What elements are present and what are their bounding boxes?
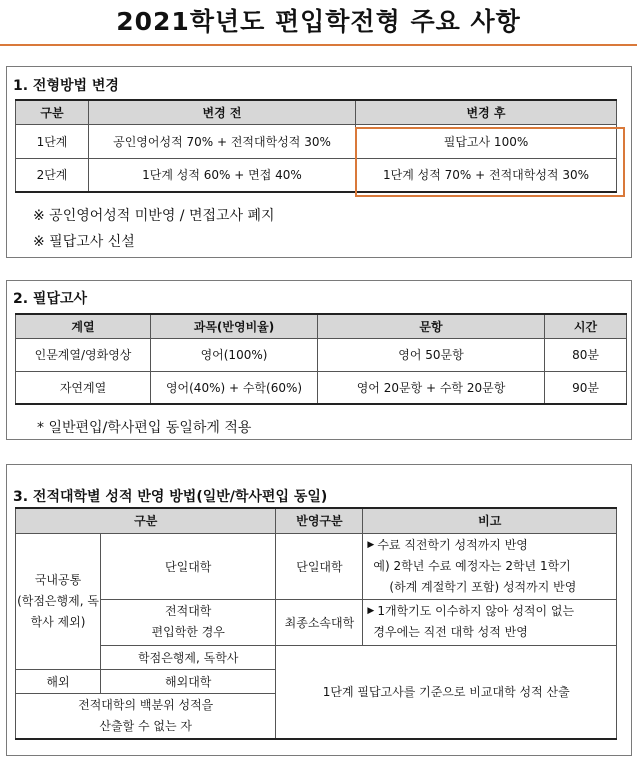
single-college-method: 단일대학 [276,533,363,599]
table-row [16,599,617,645]
transfer-type [101,599,276,645]
section-prior-college [6,464,632,756]
overseas-category: 해외 [16,669,101,693]
section-method-change [6,66,632,258]
table-row [16,645,617,669]
subject-cell: 영어(100%) [151,338,318,371]
table-row [16,533,617,599]
table-row [16,158,617,192]
section-written-exam [6,280,632,440]
note-applies-both: * 일반편입/학사편입 동일하게 적용 [37,420,252,436]
time-cell: 80분 [545,338,627,371]
single-college-remark [363,533,617,599]
after-cell: 1단계 성적 70% + 전적대학성적 30% [356,158,617,192]
table-row [16,124,617,158]
remark-line: 수료 직전학기 성적까지 반영 [377,537,528,552]
overseas-type: 해외대학 [101,669,276,693]
col-header-stage: 구분 [16,100,89,124]
col-header-category: 구분 [16,508,276,533]
triangle-bullet-icon: ▶ [367,539,375,550]
transfer-type-line: 전적대학 [165,604,212,618]
method-change-table [15,99,617,193]
col-header-before: 변경 전 [89,100,356,124]
section3-heading: 3. 전적대학별 성적 반영 방법(일반/학사편입 동일) [13,489,328,505]
track-cell: 인문계열/영화영상 [16,338,151,371]
col-header-time: 시간 [545,314,627,338]
items-cell: 영어 50문항 [318,338,545,371]
col-header-items: 문항 [318,314,545,338]
credit-bank-type: 학점은행제, 독학사 [101,645,276,669]
track-cell: 자연계열 [16,371,151,404]
single-college-type: 단일대학 [101,533,276,599]
remark-line: 1개학기도 이수하지 않아 성적이 없는 [377,604,575,618]
subject-cell: 영어(40%) + 수학(60%) [151,371,318,404]
col-header-subject: 과목(반영비율) [151,314,318,338]
section1-heading: 1. 전형방법 변경 [13,78,119,94]
domestic-sub-label: (학점은행제, 독학사 제외) [17,593,99,629]
note-written-exam: ※ 필답고사 신설 [33,234,135,250]
no-percentile-line: 전적대학의 백분위 성적을 [78,697,214,712]
before-cell: 공인영어성적 70% + 전적대학성적 30% [89,124,356,158]
page-title: 2021학년도 편입학전형 주요 사항 [0,0,637,46]
domestic-label: 국내공통 [34,572,82,587]
stage-cell: 2단계 [16,158,89,192]
transfer-method: 최종소속대학 [276,599,363,645]
remark-line: 예) 2학년 수료 예정자는 2학년 1학기 [373,558,571,573]
transfer-remark [363,599,617,645]
col-header-method: 반영구분 [276,508,363,533]
col-header-after: 변경 후 [356,100,617,124]
table-row [16,371,627,404]
written-exam-table [15,313,627,405]
col-header-track: 계열 [16,314,151,338]
table-row [16,338,627,371]
after-cell: 필답고사 100% [356,124,617,158]
before-cell: 1단계 성적 60% + 면접 40% [89,158,356,192]
remark-line: 경우에는 직전 대학 성적 반영 [373,625,528,639]
items-cell: 영어 20문항 + 수학 20문항 [318,371,545,404]
transfer-type-line: 편입학한 경우 [151,625,225,639]
prior-college-table [15,507,617,740]
no-percentile-cell [16,693,276,739]
merged-remark: 1단계 필답고사를 기준으로 비교대학 성적 산출 [276,645,617,739]
triangle-bullet-icon: ▶ [367,606,375,616]
remark-line: (하계 계절학기 포함) 성적까지 반영 [389,579,577,594]
no-percentile-line: 산출할 수 없는 자 [99,718,192,733]
col-header-remark: 비고 [363,508,617,533]
time-cell: 90분 [545,371,627,404]
domestic-cell [16,533,101,669]
stage-cell: 1단계 [16,124,89,158]
section2-heading: 2. 필답고사 [13,291,88,307]
note-english-removed: ※ 공인영어성적 미반영 / 면접고사 폐지 [33,208,275,224]
